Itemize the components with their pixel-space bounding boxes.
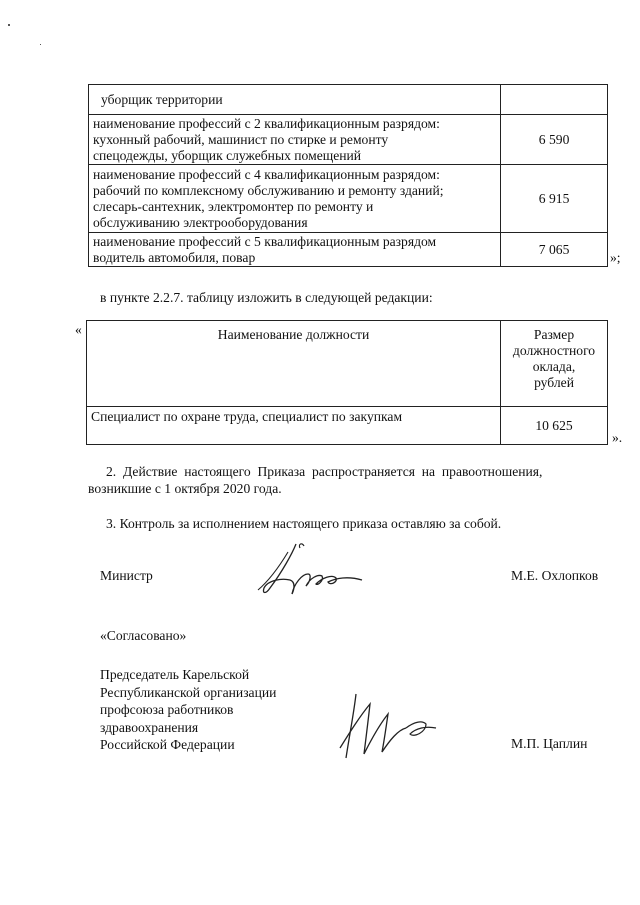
closing-quote: ».: [612, 430, 623, 445]
table-cell-value: 7 065: [501, 233, 608, 267]
table-cell-name: уборщик территории: [89, 85, 501, 115]
table-row: [89, 165, 608, 233]
paragraph-intro: в пункте 2.2.7. таблицу изложить в следующей редакции:: [100, 290, 433, 305]
table-cell-name: наименование профессий с 5 квалификационным разрядом водитель автомобиля, повар: [89, 233, 501, 267]
minister-signature: [252, 538, 392, 604]
table-row: [87, 407, 608, 445]
table-cell-value: 6 590: [501, 115, 608, 165]
paragraph-3: 3. Контроль за исполнением настоящего приказа оставляю за собой.: [106, 516, 502, 531]
salary-table-workers: [88, 84, 608, 267]
scan-dot: [40, 44, 41, 45]
opening-quote: «: [75, 322, 82, 337]
minister-name: М.Е. Охлопков: [511, 568, 599, 583]
table-row: [89, 115, 608, 165]
chair-title-line: Российской Федерации: [100, 737, 235, 752]
table-row: [89, 85, 608, 115]
chair-signature: [330, 688, 440, 762]
header-position-name: Наименование должности: [87, 321, 501, 407]
chair-title: [100, 666, 276, 754]
chair-title-line: Председатель Карельской: [100, 667, 250, 682]
table-cell-name: наименование профессий с 2 квалификационным разрядом: кухонный рабочий, машинист по стирке и ремонту спецодежды, уборщик служебных помещений: [89, 115, 501, 165]
chair-title-line: здравоохранения: [100, 719, 199, 735]
chair-title-line: Республиканской организации: [100, 684, 277, 700]
table-cell-value: [501, 85, 608, 115]
minister-title: Министр: [100, 568, 153, 583]
agreed-label: «Согласовано»: [100, 628, 187, 643]
paragraph-2-line-2: возникшие с 1 октября 2020 года.: [88, 481, 282, 496]
scan-dot: [8, 24, 10, 26]
table-row: [89, 233, 608, 267]
chair-title-line: профсоюза работников: [100, 702, 234, 717]
paragraph-2-line-1: 2. Действие настоящего Приказа распространяется на правоотношения,: [106, 464, 543, 479]
table-cell-name: наименование профессий с 4 квалификационным разрядом: рабочий по комплексному обслуживанию и ремонту зданий; слесарь-сантехник, электромонтер по ремонту и обслуживанию электрооборудования: [89, 165, 501, 233]
table-cell-name: Специалист по охране труда, специалист по закупкам: [87, 407, 501, 445]
chair-name: М.П. Цаплин: [511, 736, 588, 751]
salary-table-specialists: [86, 320, 608, 445]
header-salary: Размер должностного оклада, рублей: [501, 321, 608, 407]
table-cell-value: 6 915: [501, 165, 608, 233]
table-header-row: [87, 321, 608, 407]
table-cell-value: 10 625: [501, 407, 608, 445]
closing-quote: »;: [610, 250, 621, 265]
